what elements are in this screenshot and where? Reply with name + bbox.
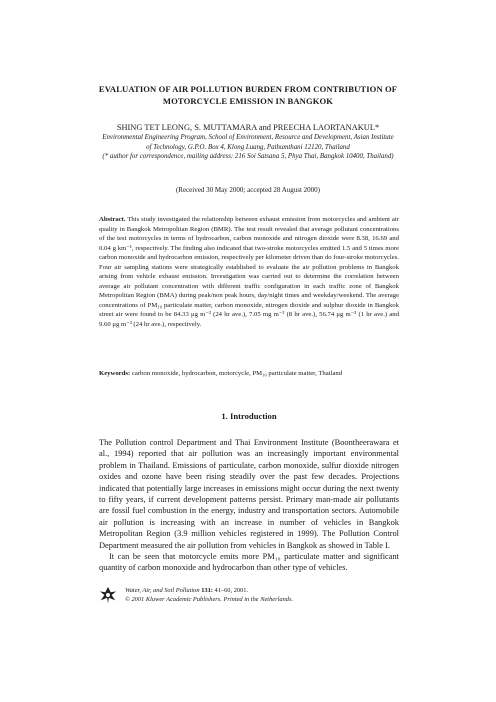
page-range: 41–60, 2001. <box>214 587 249 594</box>
received-date: (Received 30 May 2000; accepted 28 August 2000) <box>175 186 321 194</box>
body-paragraph: It can be seen that motorcycle emits more PM₁₀ particulate matter and significant quantity of carbon monoxide and hydrocarbon than other type of vehicles. <box>99 552 399 573</box>
abstract <box>99 215 399 329</box>
body-text <box>99 437 399 574</box>
abstract-label: Abstract. <box>99 216 126 223</box>
publication-footer <box>99 586 399 604</box>
journal-name: Water, Air, and Soil Pollution <box>125 587 200 594</box>
keywords-text: carbon monoxide, hydrocarbon, motorcycle, PM₁₀ particulate matter, Thailand <box>131 370 343 377</box>
abstract-text: This study investigated the relationship between exhaust emission from motorcycles and ambient air quality in Bangkok Metropolitan Region (BMR). The test result revealed that average pollutant concentrations of the test motorcycles in terms of hydrocarbon, carbon monoxide and nitrogen dioxide were 8.38, 16.69 and 0.04 g km⁻¹, respectively. The finding also indicated that two-stroke motorcycles emitted 1.5 and 5 times more carbon monoxide and hydrocarbon emission, respectively per kilometer driven than do four-stroke motorcycles. Four air sampling stations were strategically established to evaluate the air pollution problems in Bangkok arising from vehicle exhaust emission. Investigation was carried out to determine the correlation between average air pollutant concentration with different traffic configuration in each traffic zone of Bangkok Metropolitan Region (BMA) during peak/non peak hours, day/night times and weekday/weekend. The average concentrations of PM₁₀ particulate matter, carbon monoxide, nitrogen dioxide and sulphur dioxide in Bangkok street air were found to be 84.33 μg m⁻³ (24 hr ave.), 7.05 mg m⁻³ (8 hr ave.), 56.74 μg m⁻³ (1 hr ave.) and 9.60 μg m⁻³ (24 hr ave.), respectively. <box>99 216 399 328</box>
body-paragraph: The Pollution control Department and Thai Environment Institute (Boontheerawara et al., 1994) reported that air pollution was an increasingly important environmental problem in Thailand. Emissions of particulate, carbon monoxide, sulfur dioxide nitrogen oxides and ozone have been rising steadily over the past few decades. Projections indicated that potentially large increases in emissions might occur during the next twenty to fifty years, if current development patterns persist. Primary man-made air pollutants are fossil fuel combustion in the energy, industry and transportation sectors. Automobile air pollution is increasing with an increase in number of vehicles in Bangkok Metropolitan Region (3.9 million vehicles registered in 1999). The Pollution Control Department measured the air pollution from vehicles in Bangkok as showed in Table I. <box>99 438 399 550</box>
publisher-logo-icon <box>99 586 117 604</box>
copyright-line: © 2001 Kluwer Academic Publishers. Printed in the Netherlands. <box>125 596 294 603</box>
keywords-label: Keywords: <box>99 370 131 377</box>
volume-number: 131: <box>201 587 213 594</box>
footer-text <box>125 586 399 604</box>
affiliation: Environmental Engineering Program, School of Environment, Resource and Development, Asian Institute of Technology, G.P.O. Box 4, Klong Luang, Pathumthani 12120, Thailand <box>102 134 394 151</box>
paper-title: EVALUATION OF AIR POLLUTION BURDEN FROM CONTRIBUTION OF MOTORCYCLE EMISSION IN BANGKOK <box>98 84 398 106</box>
correspondence-note: (* author for correspondence, mailing address: 216 Soi Satsana 5, Phya Thai, Bangkok 10400, Thailand) <box>102 153 394 161</box>
section-heading: 1. Introduction <box>221 411 277 421</box>
affiliation-block <box>100 133 396 162</box>
citation-line <box>125 586 399 595</box>
keywords <box>99 369 399 379</box>
author-list: SHING TET LEONG, S. MUTTAMARA and PREECHA LAORTANAKUL* <box>116 123 380 132</box>
